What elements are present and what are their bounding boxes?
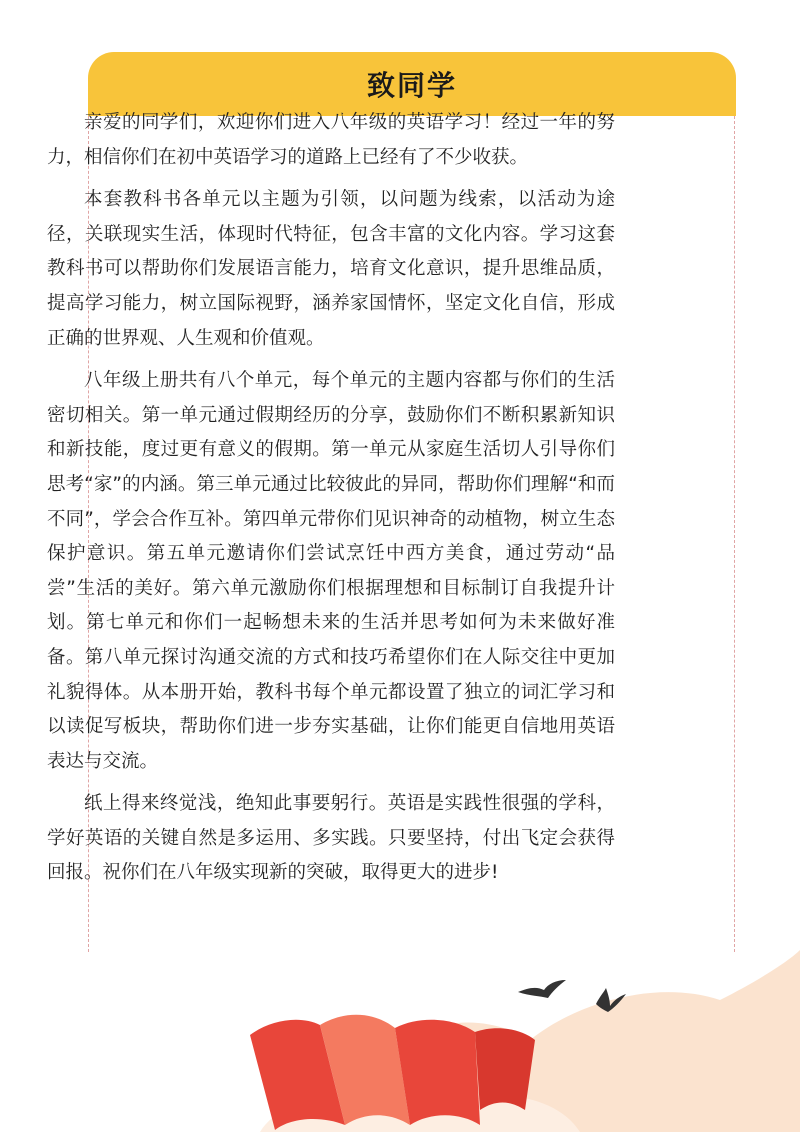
paragraph-closing: 纸上得来终觉浅，绝知此事要躬行。英语是实践性很强的学科，学好英语的关键自然是多运用、多实践。只要坚持，付出飞定会获得回报。祝你们在八年级实现新的突破，取得更大的进步! <box>47 793 615 884</box>
letter-body <box>47 106 615 899</box>
right-dashed-border <box>734 116 735 952</box>
bird-icon <box>518 980 566 998</box>
paragraph-unit-overview: 八年级上册共有八个单元，每个单元的主题内容都与你们的生活密切相关。第一单元通过假期经历的分享，鼓励你们不断积累新知识和新技能，度过更有意义的假期。第一单元从家庭生活切人引导你们思考“家”的内涵。第三单元通过比较彼此的异同，帮助你们理解“和而不同”，学会合作互补。第四单元带你们见识神奇的动植物，树立生态保护意识。第五单元邀请你们尝试烹饪中西方美食，通过劳动“品尝”生活的美好。第六单元激励你们根据理想和目标制订自我提升计划。第七单元和你们一起畅想未来的生活并思考如何为未来做好准备。第八单元探讨沟通交流的方式和技巧希望你们在人际交往中更加礼貌得体。从本册开始，教科书每个单元都设置了独立的词汇学习和以读促写板块，帮助你们进一步夯实基础，让你们能更自信地用英语表达与交流。 <box>47 370 615 772</box>
page-title: 致同学 <box>366 69 457 102</box>
paragraph-greeting: 亲爱的同学们，欢迎你们进入八年级的英语学习！经过一年的努力，相信你们在初中英语学习的道路上已经有了不少收获。 <box>47 112 615 168</box>
book-cover-right <box>475 1028 535 1110</box>
paragraph-textbook-goals: 本套教科书各单元以主题为引领，以问题为线索，以活动为途径，关联现实生活，体现时代特征，包含丰富的文化内容。学习这套教科书可以帮助你们发展语言能力，培育文化意识，提升思维品质，提高学习能力，树立国际视野，涵养家国情怀，坚定文化自信，形成正确的世界观、人生观和价值观。 <box>47 189 615 349</box>
decorative-illustration <box>0 940 800 1132</box>
book-page-right <box>395 1020 480 1125</box>
